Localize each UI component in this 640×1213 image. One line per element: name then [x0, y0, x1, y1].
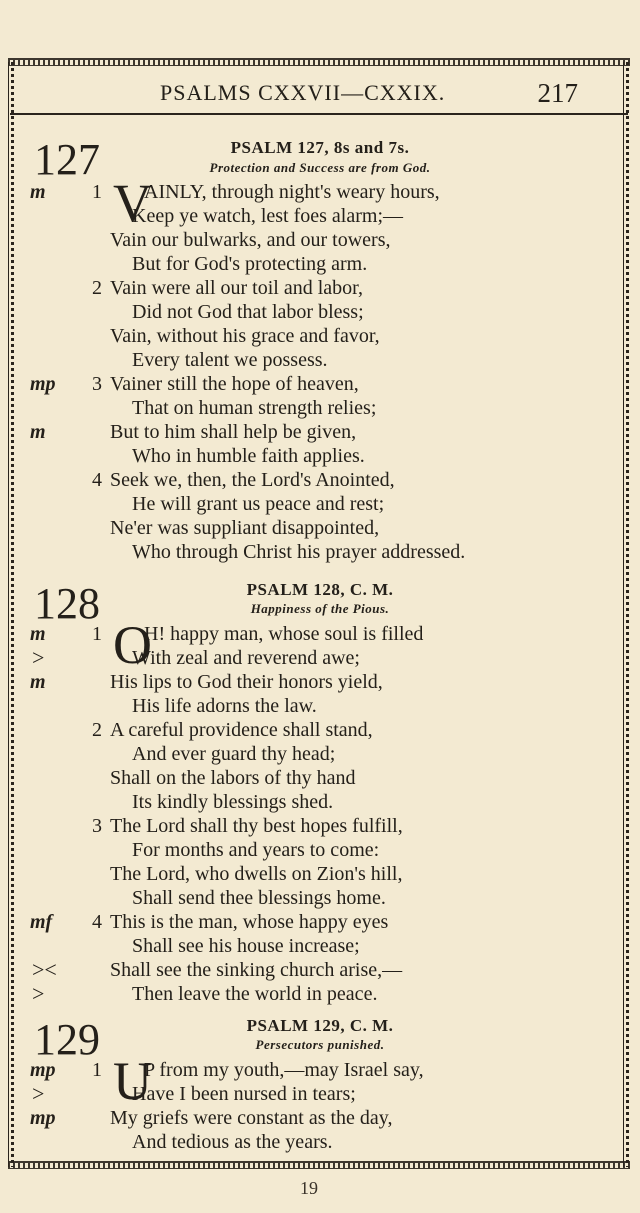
- verse-line: [0, 982, 640, 1006]
- verse-line: [0, 1106, 640, 1130]
- verse-line: [0, 396, 640, 420]
- dynamic-marking: mp: [30, 1107, 56, 1129]
- verse-line: [0, 622, 640, 646]
- verse-line: [0, 694, 640, 718]
- dynamic-marking: m: [30, 421, 46, 443]
- verse-line: [0, 1058, 640, 1082]
- running-header: [0, 76, 640, 110]
- verse-line: [0, 540, 640, 564]
- verse-line: [0, 300, 640, 324]
- header-rule: [10, 113, 628, 115]
- verse-text: Did not God that labor bless;: [132, 301, 364, 323]
- verse-text: Ne'er was suppliant disappointed,: [110, 517, 380, 539]
- verse-text: With zeal and reverend awe;: [132, 647, 360, 669]
- psalm-number: 128: [34, 579, 100, 628]
- verse-text: A careful providence shall stand,: [110, 719, 373, 741]
- drop-cap: U: [113, 1051, 152, 1111]
- verse-line: [0, 886, 640, 910]
- verse-text: Shall see the sinking church arise,—: [110, 959, 403, 981]
- verse-line: [0, 348, 640, 372]
- verse-line: [0, 228, 640, 252]
- verse-text: Shall on the labors of thy hand: [110, 767, 356, 789]
- dynamic-marking: m: [30, 181, 46, 203]
- dynamic-marking: m: [30, 623, 46, 645]
- verse-number: 4: [92, 469, 102, 491]
- verse-line: [0, 646, 640, 670]
- running-title: PSALMS CXXVII—CXXIX.: [160, 80, 446, 105]
- page-number: 217: [537, 78, 578, 108]
- dynamic-marking: >: [32, 981, 45, 1006]
- verse-text: But for God's protecting arm.: [132, 253, 368, 275]
- verse-line: [0, 420, 640, 444]
- verse-text: Shall send thee blessings home.: [132, 887, 386, 909]
- verse-number: 1: [92, 1059, 102, 1081]
- verse-text: Keep ye watch, lest foes alarm;—: [132, 205, 404, 227]
- dynamic-marking: mp: [30, 1059, 56, 1081]
- verse-text: AINLY, through night's weary hours,: [144, 181, 440, 203]
- verse-line: [0, 790, 640, 814]
- drop-cap: O: [113, 615, 152, 675]
- verse-line: [0, 276, 640, 300]
- verse-line: [0, 958, 640, 982]
- psalm-subtitle: Persecutors punished.: [255, 1037, 385, 1052]
- verse-text: His lips to God their honors yield,: [110, 671, 383, 693]
- verse-text: Who in humble faith applies.: [132, 445, 365, 467]
- verse-text: Shall see his house increase;: [132, 935, 360, 957]
- dynamic-marking: >: [32, 1081, 45, 1106]
- verse-text: P from my youth,—may Israel say,: [144, 1059, 424, 1081]
- dynamic-marking: m: [30, 671, 46, 693]
- verse-text: Then leave the world in peace.: [132, 983, 378, 1005]
- psalm-title: PSALM 127, 8s and 7s.: [230, 138, 410, 157]
- verse-line: [0, 492, 640, 516]
- verse-line: [0, 766, 640, 790]
- verse-line: [0, 1082, 640, 1106]
- verse-text: The Lord shall thy best hopes fulfill,: [110, 815, 403, 837]
- verse-line: [0, 180, 640, 204]
- verse-text: His life adorns the law.: [132, 695, 317, 717]
- verse-line: [0, 324, 640, 348]
- verse-line: [0, 718, 640, 742]
- verse-line: [0, 814, 640, 838]
- verse-line: [0, 742, 640, 766]
- verse-text: That on human strength relies;: [132, 397, 377, 419]
- verse-text: For months and years to come:: [132, 839, 380, 861]
- verse-text: H! happy man, whose soul is filled: [144, 623, 424, 645]
- verse-text: Its kindly blessings shed.: [132, 791, 334, 813]
- verse-line: [0, 444, 640, 468]
- dynamic-marking: >: [32, 645, 45, 670]
- verse-number: 4: [92, 911, 102, 933]
- verse-text: This is the man, whose happy eyes: [110, 911, 389, 933]
- top-border-rule: [8, 58, 630, 66]
- verse-line: [0, 252, 640, 276]
- verse-text: And tedious as the years.: [132, 1131, 333, 1153]
- bottom-border-rule: [8, 1161, 630, 1169]
- psalm-title: PSALM 128, C. M.: [246, 580, 394, 599]
- verse-text: And ever guard thy head;: [132, 743, 336, 765]
- verse-line: [0, 516, 640, 540]
- verse-number: 2: [92, 719, 102, 741]
- verse-line: [0, 934, 640, 958]
- verse-text: Vainer still the hope of heaven,: [110, 373, 359, 395]
- verse-number: 1: [92, 181, 102, 203]
- verse-line: [0, 862, 640, 886]
- verse-text: Seek we, then, the Lord's Anointed,: [110, 469, 395, 491]
- verse-text: But to him shall help be given,: [110, 421, 357, 443]
- verse-text: Every talent we possess.: [132, 349, 328, 371]
- verse-line: [0, 204, 640, 228]
- drop-cap: V: [113, 173, 152, 233]
- verse-line: [0, 372, 640, 396]
- verse-text: Have I been nursed in tears;: [132, 1083, 356, 1105]
- psalm-subtitle: Protection and Success are from God.: [209, 160, 431, 175]
- verse-text: Who through Christ his prayer addressed.: [132, 541, 466, 563]
- psalm-subtitle: Happiness of the Pious.: [250, 601, 390, 616]
- signature-mark: 19: [300, 1178, 318, 1198]
- verse-line: [0, 1130, 640, 1154]
- psalm-title: PSALM 129, C. M.: [246, 1016, 394, 1035]
- verse-text: He will grant us peace and rest;: [132, 493, 385, 515]
- verse-text: Vain were all our toil and labor,: [110, 277, 364, 299]
- verse-number: 1: [92, 623, 102, 645]
- verse-line: [0, 468, 640, 492]
- psalm-number: 129: [34, 1015, 100, 1064]
- verse-text: Vain our bulwarks, and our towers,: [110, 229, 391, 251]
- verse-text: The Lord, who dwells on Zion's hill,: [110, 863, 403, 885]
- psalm-number: 127: [34, 135, 100, 184]
- verse-line: [0, 910, 640, 934]
- dynamic-marking: mp: [30, 373, 56, 395]
- verse-text: My griefs were constant as the day,: [110, 1107, 393, 1129]
- verse-number: 3: [92, 815, 102, 837]
- dynamic-marking: mf: [30, 911, 53, 933]
- verse-number: 2: [92, 277, 102, 299]
- verse-text: Vain, without his grace and favor,: [110, 325, 380, 347]
- dynamic-marking: ><: [32, 957, 57, 982]
- verse-number: 3: [92, 373, 102, 395]
- verse-line: [0, 670, 640, 694]
- verse-line: [0, 838, 640, 862]
